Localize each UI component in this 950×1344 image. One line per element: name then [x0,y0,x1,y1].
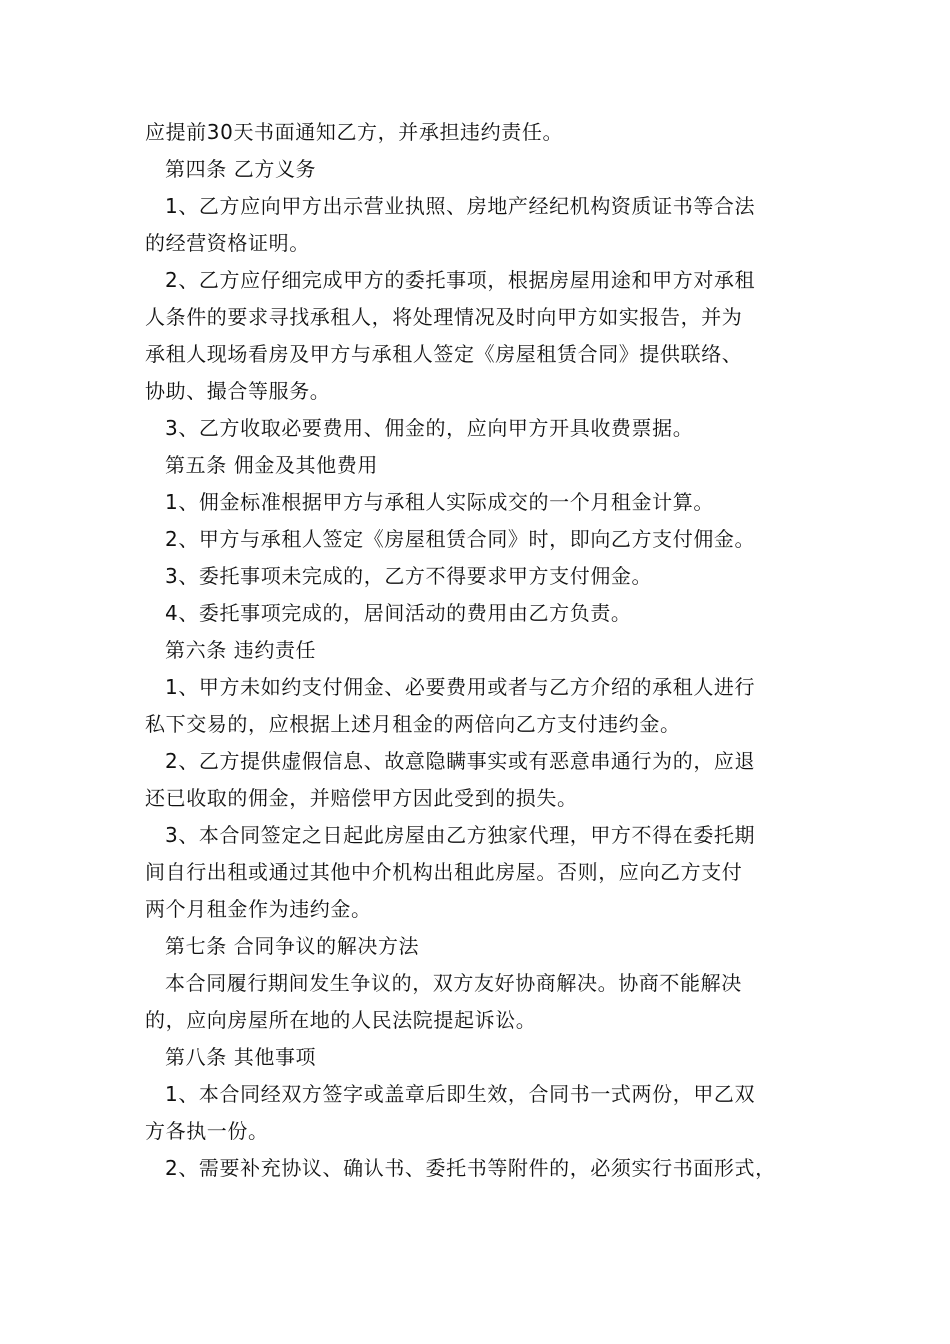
text-line: 两个月租金作为违约金。 [145,897,372,921]
clause-line: 2、甲方与承租人签定《房屋租赁合同》时，即向乙方支付佣金。 [165,527,756,551]
text-line: 私下交易的，应根据上述月租金的两倍向乙方支付违约金。 [145,712,681,736]
clause-line: 2、需要补充协议、确认书、委托书等附件的，必须实行书面形式， [165,1156,776,1180]
clause-line: 3、乙方收取必要费用、佣金的，应向甲方开具收费票据。 [165,416,694,440]
clause-line: 本合同履行期间发生争议的，双方友好协商解决。协商不能解决 [165,971,742,995]
clause-line: 1、乙方应向甲方出示营业执照、房地产经纪机构资质证书等合法 [165,194,756,218]
clause-line: 2、乙方应仔细完成甲方的委托事项，根据房屋用途和甲方对承租 [165,268,756,292]
text-line: 人条件的要求寻找承租人，将处理情况及时向甲方如实报告，并为 [145,305,743,329]
text-line: 协助、撮合等服务。 [145,379,331,403]
clause-line: 1、佣金标准根据甲方与承租人实际成交的一个月租金计算。 [165,490,714,514]
text-line: 方各执一份。 [145,1119,269,1143]
article-heading: 第六条 违约责任 [165,638,317,662]
document-body [145,114,825,1187]
clause-line: 3、本合同签定之日起此房屋由乙方独家代理，甲方不得在委托期 [165,823,756,847]
text-line: 应提前30天书面通知乙方，并承担违约责任。 [145,120,564,144]
clause-line: 1、本合同经双方签字或盖章后即生效，合同书一式两份，甲乙双 [165,1082,756,1106]
text-line: 间自行出租或通过其他中介机构出租此房屋。否则，应向乙方支付 [145,860,743,884]
clause-line: 1、甲方未如约支付佣金、必要费用或者与乙方介绍的承租人进行 [165,675,756,699]
text-line: 的，应向房屋所在地的人民法院提起诉讼。 [145,1008,537,1032]
text-line: 的经营资格证明。 [145,231,310,255]
text-line: 承租人现场看房及甲方与承租人签定《房屋租赁合同》提供联络、 [145,342,743,366]
article-heading: 第七条 合同争议的解决方法 [165,934,420,958]
clause-line: 2、乙方提供虚假信息、故意隐瞒事实或有恶意串通行为的，应退 [165,749,756,773]
article-heading: 第四条 乙方义务 [165,157,317,181]
clause-line: 3、委托事项未完成的，乙方不得要求甲方支付佣金。 [165,564,653,588]
article-heading: 第五条 佣金及其他费用 [165,453,378,477]
clause-line: 4、委托事项完成的，居间活动的费用由乙方负责。 [165,601,632,625]
text-line: 还已收取的佣金，并赔偿甲方因此受到的损失。 [145,786,578,810]
article-heading: 第八条 其他事项 [165,1045,317,1069]
